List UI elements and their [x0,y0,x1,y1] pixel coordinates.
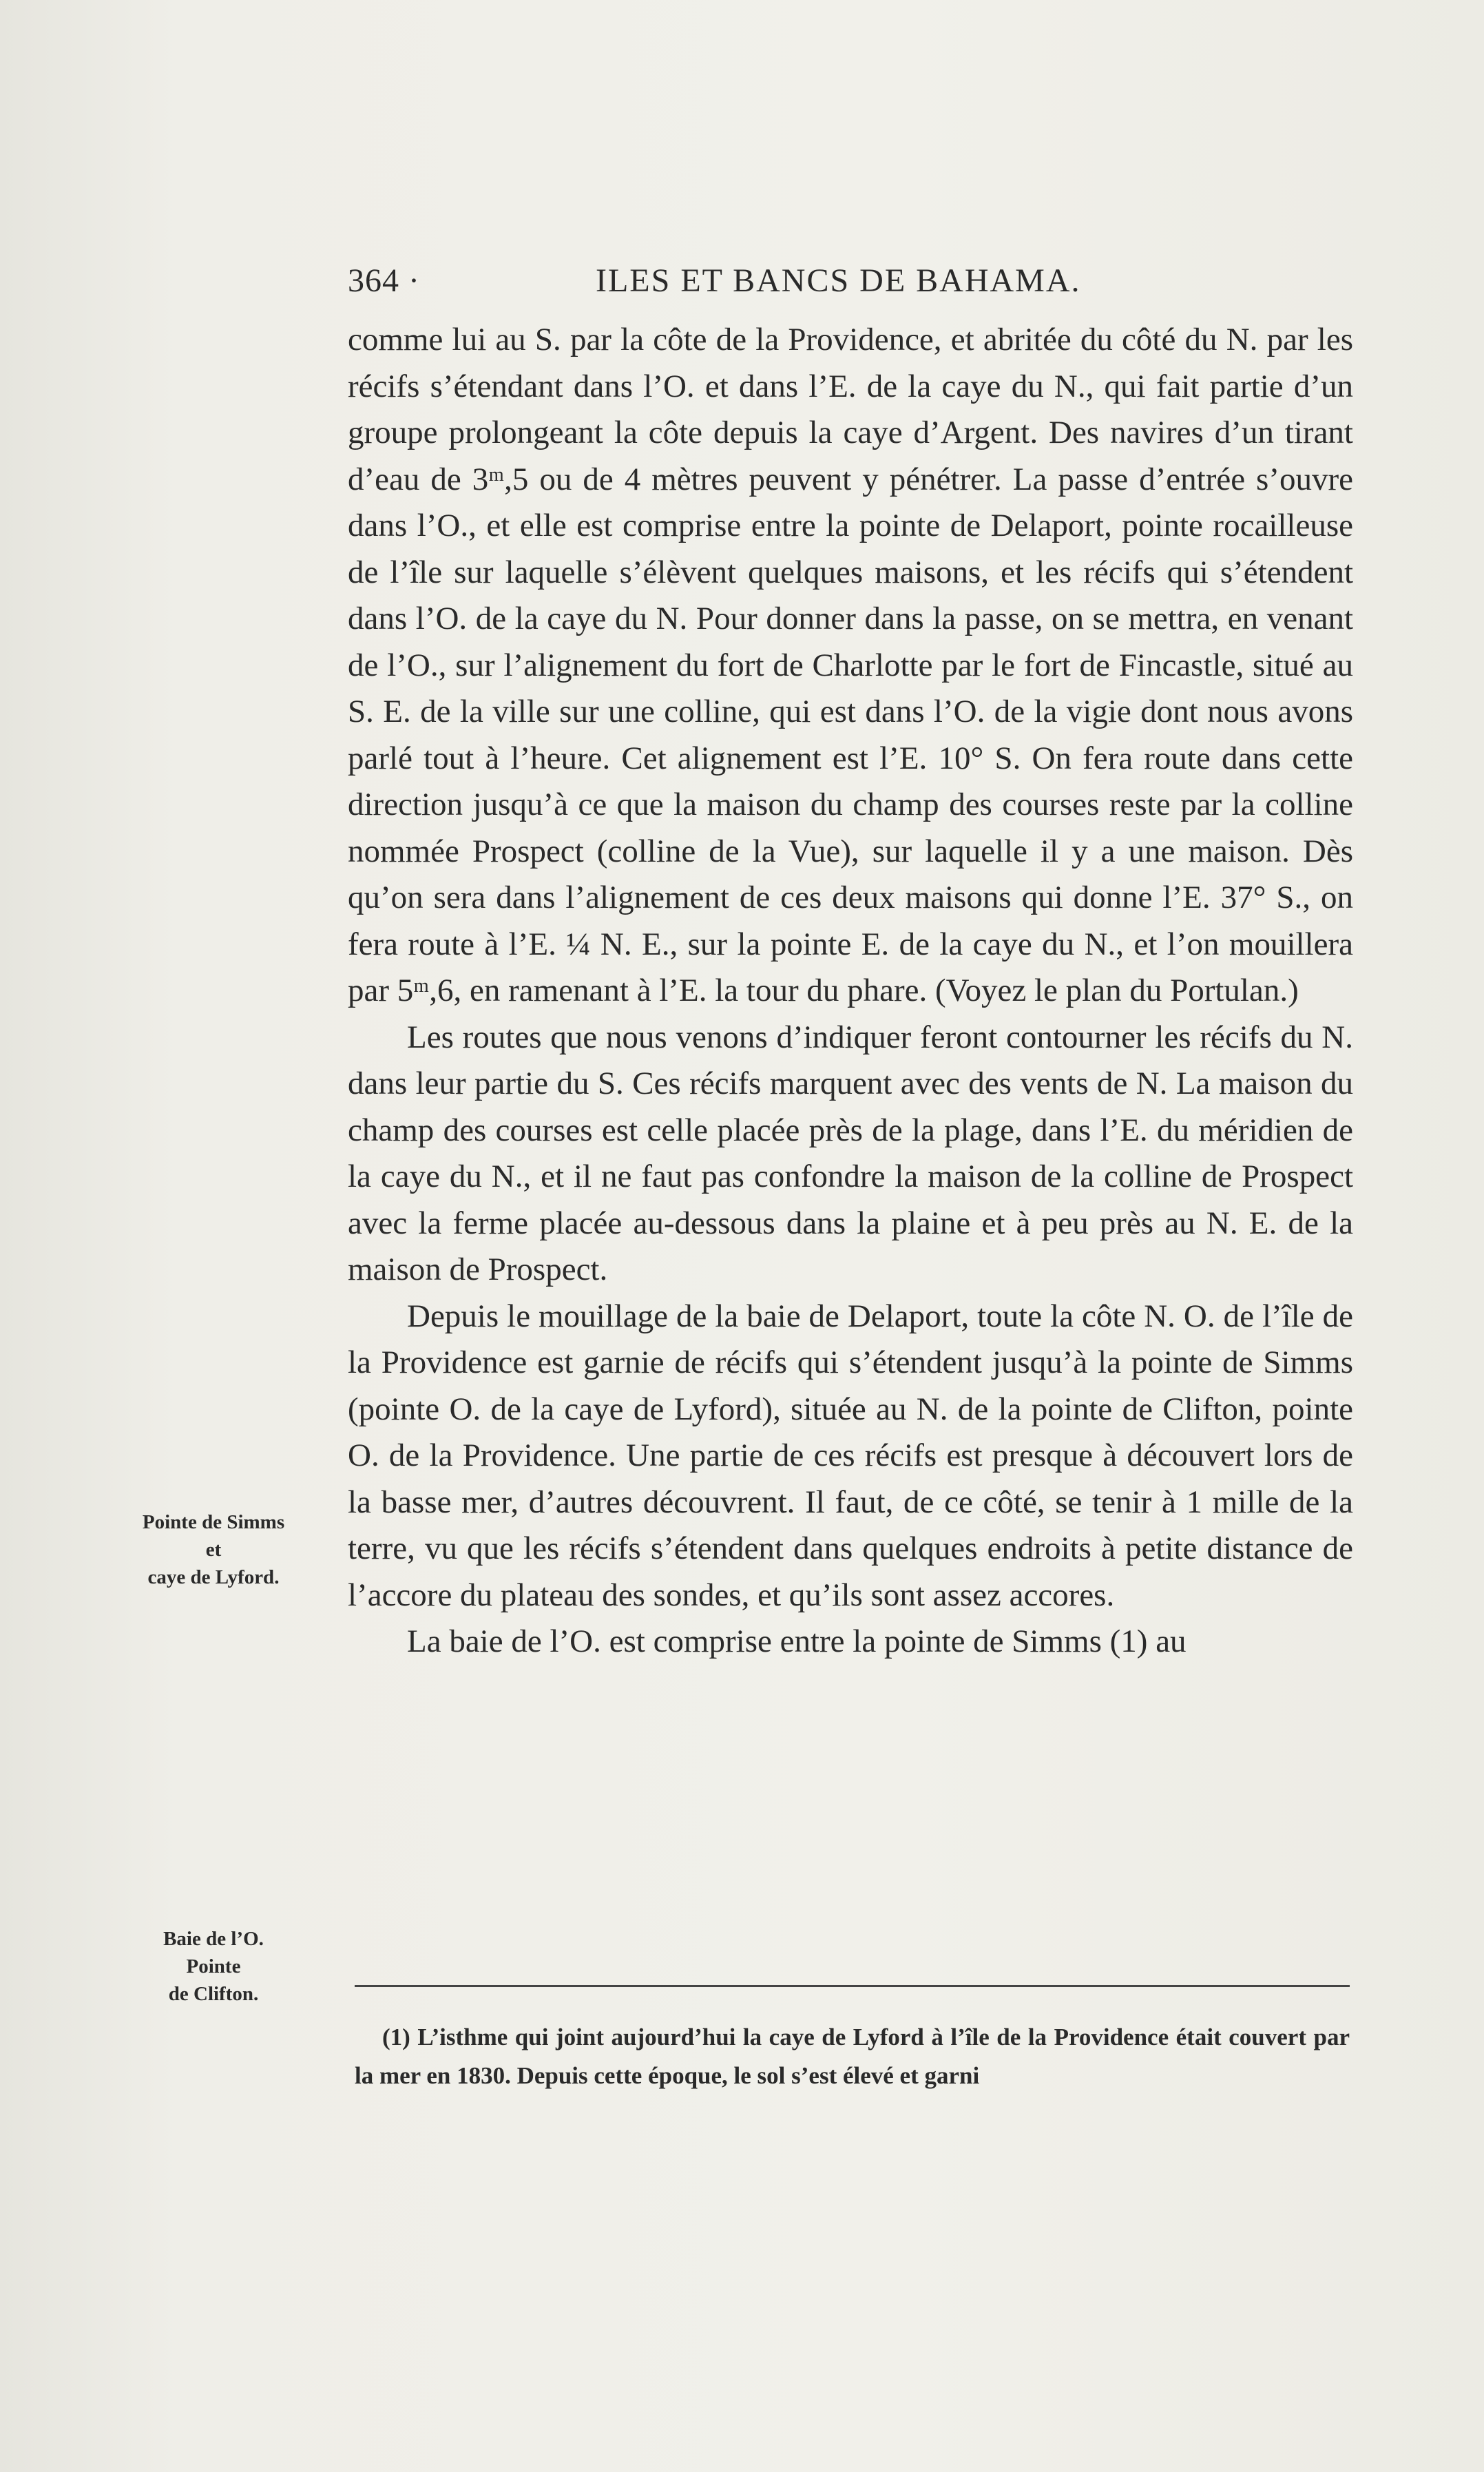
paragraph-1: comme lui au S. par la côte de la Providence, et abritée du côté du N. par les récifs s’étendant dans l’O. et dans l’E. de la caye du N., qui fait partie d’un groupe prolongeant la côte depuis la caye d’Argent. Des navires d’un tirant d’eau de 3ᵐ,5 ou de 4 mètres peuvent y pénétrer. La passe d’entrée s’ouvre dans l’O., et elle est comprise entre la pointe de Delaport, pointe rocailleuse de l’île sur laquelle s’élèvent quelques maisons, et les récifs qui s’étendent dans l’O. de la caye du N. Pour donner dans la passe, on se mettra, en venant de l’O., sur l’alignement du fort de Charlotte par le fort de Fincastle, situé au S. E. de la ville sur une colline, qui est dans l’O. de la vigie dont nous avons parlé tout à l’heure. Cet alignement est l’E. 10° S. On fera route dans cette direction jusqu’à ce que la maison du champ des courses reste par la colline nommée Prospect (colline de la Vue), sur laquelle il y a une maison. Dès qu’on sera dans l’alignement de ces deux maisons qui donne l’E. 37° S., on fera route à l’E. ¼ N. E., sur la pointe E. de la caye du N., et l’on mouillera par 5ᵐ,6, en ramenant à l’E. la tour du phare. (Voyez le plan du Portulan.) [348,322,1353,1008]
margin-note-line: Baie de l’O. [163,1928,264,1950]
paragraph-4: La baie de l’O. est comprise entre la pointe de Simms (1) au [407,1623,1187,1659]
footnote-rule [355,1985,1350,1987]
margin-note-baie [96,1925,331,2008]
margin-note-line: et [205,1539,222,1561]
margin-note-line: caye de Lyford. [147,1566,280,1588]
running-title: ILES ET BANCS DE BAHAMA. [596,262,1081,299]
paragraph-3: Depuis le mouillage de la baie de Delaport, toute la côte N. O. de l’île de la Providence est garnie de récifs qui s’étendent jusqu’à la pointe de Simms (pointe O. de la caye de Lyford), située au N. de la pointe de Clifton, pointe O. de la Providence. Une partie de ces récifs est presque à découvert lors de la basse mer, d’autres découvrent. Il faut, de ce côté, se tenir à 1 mille de la terre, vu que les récifs s’étendent dans quelques endroits à petite distance de l’accore du plateau des sondes, et qu’ils sont assez accores. [348,1298,1353,1613]
margin-note-line: de Clifton. [168,1983,259,2005]
page-number: 364 · [348,262,420,299]
body-text [348,317,1353,1665]
margin-note-simms [96,1508,331,1591]
page-header [348,262,1353,310]
margin-note-line: Pointe [186,1955,241,1977]
paragraph-2: Les routes que nous venons d’indiquer feront contourner les récifs du N. dans leur partie du S. Ces récifs marquent avec des vents de N. La maison du champ des courses est celle placée près de la plage, dans l’E. du méridien de la caye du N., et il ne faut pas confondre la maison de la colline de Prospect avec la ferme placée au-dessous dans la plaine et à peu près au N. E. de la maison de Prospect. [348,1019,1353,1287]
footnote [355,2018,1350,2095]
footnote-text: (1) L’isthme qui joint aujourd’hui la caye de Lyford à l’île de la Providence était couvert par la mer en 1830. Depuis cette époque, le sol s’est élevé et garni [355,2024,1350,2089]
margin-note-line: Pointe de Simms [142,1511,285,1533]
